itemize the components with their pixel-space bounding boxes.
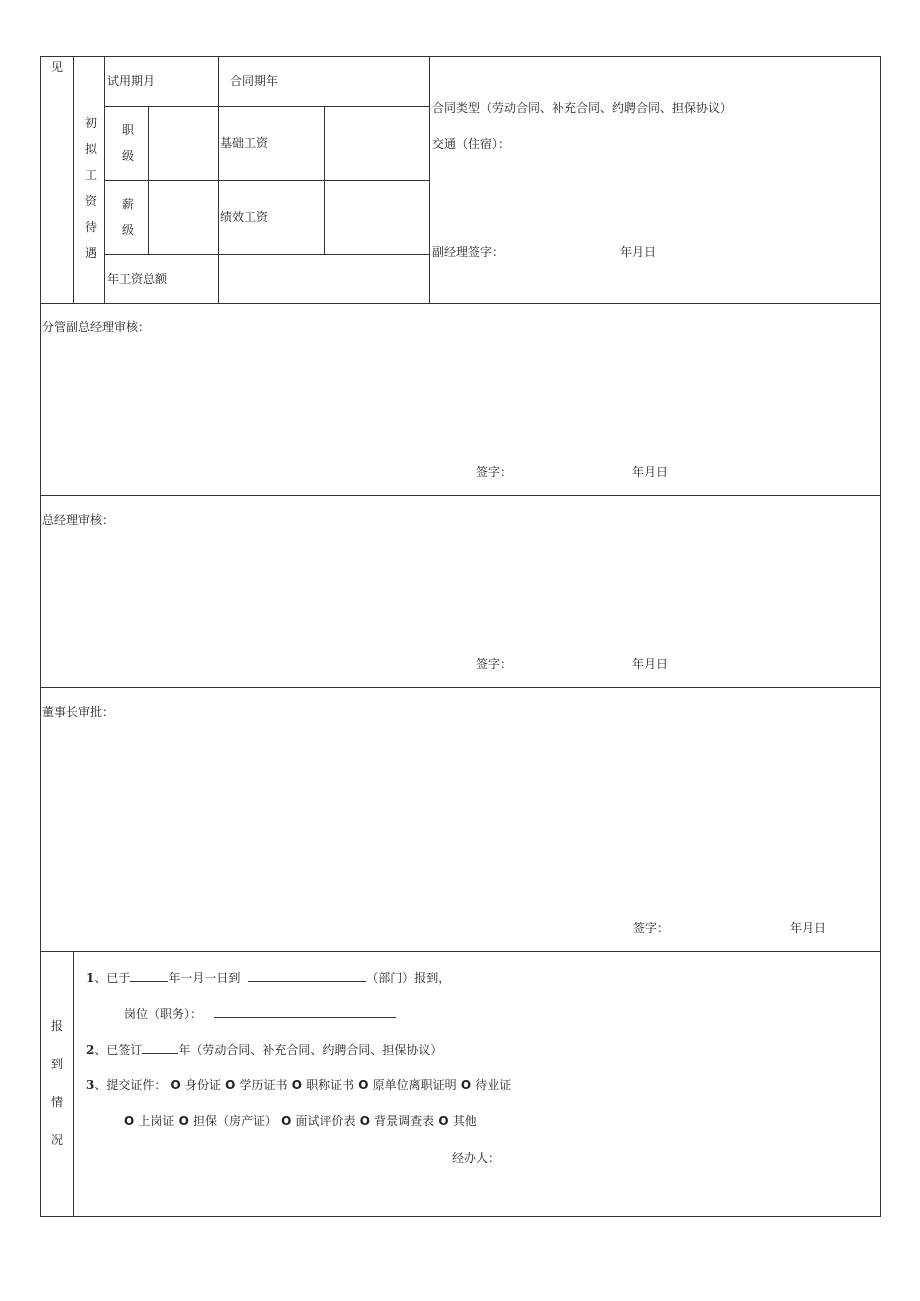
blank-contract-years-field[interactable] [142,1043,178,1054]
text-segment: 、已于 [94,971,131,985]
document-option-label: 学历证书 [239,1078,288,1092]
blank-department-field[interactable] [248,971,366,982]
document-option-label: 背景调查表 [374,1114,435,1128]
annual-total-label: 年工资总额 [107,272,168,286]
document-option-label: 待业证 [475,1078,512,1092]
performance-salary-label: 绩效工资 [220,210,269,224]
document-checkbox-icon[interactable]: O [354,1078,373,1092]
pay-grade-label [120,191,136,243]
report-section-label [49,1007,65,1159]
report-line-1 [86,971,450,984]
rank-label [120,117,136,169]
rule-h [104,106,429,107]
rule-v [429,56,430,303]
opinion-label-tail: 见 [51,60,64,74]
contract-type-label: 合同类型（劳动合同、补充合同、约聘合同、担保协议） [432,101,733,115]
vertical-label-char: 报 [50,1019,63,1033]
rule-top [40,56,881,57]
vertical-label-char: 到 [50,1057,63,1071]
document-checkbox-icon[interactable]: O [276,1114,296,1128]
text-segment: （部门）报到， [366,971,451,985]
vice-gm-date-label: 年月日 [632,465,669,479]
documents-row-2 [124,1114,477,1128]
vice-gm-review-label: 分管副总经理审核： [42,320,151,334]
document-checkbox-icon[interactable]: O [174,1114,193,1128]
documents-row-1 [166,1078,511,1092]
document-checkbox-icon[interactable]: O [355,1114,375,1128]
rule-h [104,254,429,255]
blank-year-field[interactable] [130,971,168,982]
vertical-label-char: 初 [84,116,97,130]
rule-bottom [40,1216,881,1217]
document-checkbox-icon[interactable]: O [287,1078,307,1092]
chairman-date-label: 年月日 [790,921,827,935]
vertical-label-char: 遇 [84,246,97,260]
document-checkbox-icon[interactable]: O [220,1078,240,1092]
document-option-label: 面试评价表 [295,1114,356,1128]
vice-gm-sign-label: 签字： [476,465,513,479]
vertical-label-char: 况 [50,1133,63,1147]
document-option-label: 职称证书 [306,1078,355,1092]
document-checkbox-icon[interactable]: O [434,1114,453,1128]
vertical-label-char: 情 [50,1095,63,1109]
rule-h [104,180,429,181]
salary-section-label [82,110,100,266]
deputy-date-label: 年月日 [620,245,657,259]
vertical-label-char: 职 [121,123,134,137]
transport-label: 交通（住宿）： [432,137,511,151]
base-salary-label: 基础工资 [220,136,269,150]
document-checkbox-icon[interactable]: O [456,1078,476,1092]
rule-left [40,56,41,1217]
text-segment: 、已签订 [94,1043,143,1057]
document-option-label: 其他 [452,1114,477,1128]
text-segment: 、提交证件： [94,1078,167,1092]
report-line-3 [86,1043,442,1056]
probation-label: 试用期月 [107,74,156,88]
item-number: 2 [86,1043,95,1057]
contract-period-label: 合同期年 [230,74,279,88]
vertical-label-char: 拟 [84,142,97,156]
document-checkbox-icon[interactable]: O [166,1078,185,1092]
report-line-4 [86,1079,511,1091]
chairman-sign-label: 签字： [633,921,670,935]
rule-h [40,951,881,952]
item-number: 1 [86,971,95,985]
rule-h [40,303,881,304]
gm-date-label: 年月日 [632,657,669,671]
vertical-label-char: 待 [84,220,97,234]
chairman-approval-label: 董事长审批： [42,705,115,719]
item-number: 3 [86,1078,95,1092]
vertical-label-char: 级 [121,223,134,237]
document-option-label: 上岗证 [138,1114,175,1128]
gm-review-label: 总经理审核： [42,513,115,527]
deputy-sign-label: 副经理签字： [432,245,505,259]
handler-label: 经办人： [452,1151,501,1165]
vertical-label-char: 级 [121,149,134,163]
position-label: 岗位（职务）： [124,1007,203,1021]
blank-position-field[interactable] [214,1007,396,1018]
vertical-label-char: 工 [84,168,97,182]
gm-sign-label: 签字： [476,657,513,671]
report-line-2 [124,1007,396,1020]
document-option-label: 身份证 [184,1078,221,1092]
vertical-label-char: 资 [84,194,97,208]
text-segment: 年一月一日到 [168,971,241,985]
vertical-label-char: 薪 [121,197,134,211]
rule-v [73,951,74,1217]
document-option-label: 担保（房产证） [192,1114,277,1128]
rule-right [880,56,881,1217]
rule-h [40,687,881,688]
text-segment: 年（劳动合同、补充合同、约聘合同、担保协议） [178,1043,443,1057]
rule-v [73,56,74,303]
document-option-label: 原单位离职证明 [372,1078,457,1092]
rule-h [40,495,881,496]
report-line-5 [124,1115,477,1127]
document-checkbox-icon[interactable]: O [124,1114,139,1128]
